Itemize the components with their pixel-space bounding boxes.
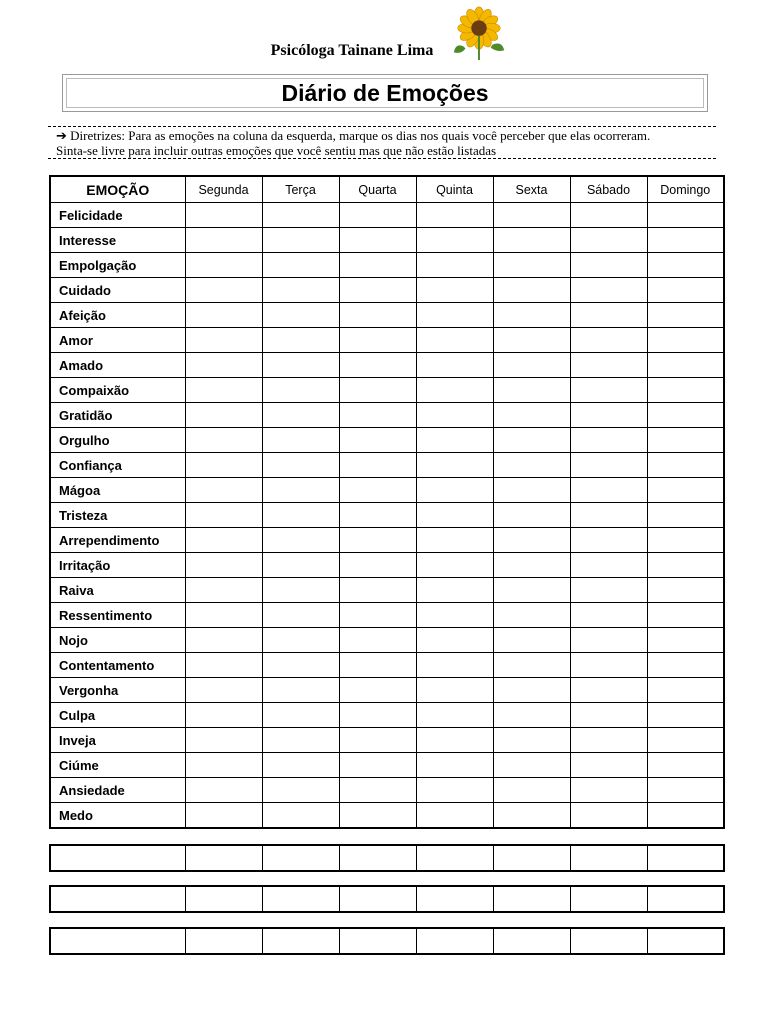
table-row [50,403,724,428]
day-cell[interactable] [262,353,339,378]
day-cell[interactable] [262,628,339,653]
day-cell[interactable] [647,528,724,553]
day-cell[interactable] [570,478,647,503]
instructions-line-1 [56,128,650,144]
day-cell[interactable] [262,653,339,678]
day-cell[interactable] [339,353,416,378]
day-cell[interactable] [493,603,570,628]
blank-row [50,928,724,954]
day-cell[interactable] [185,803,262,829]
day-cell[interactable] [262,553,339,578]
day-cell[interactable] [262,428,339,453]
emotion-label: Raiva [50,578,185,603]
day-cell[interactable] [570,778,647,803]
custom-emotion-cell[interactable] [50,886,185,912]
day-cell[interactable] [493,478,570,503]
day-cell[interactable] [185,553,262,578]
table-row [50,278,724,303]
day-cell[interactable] [416,303,493,328]
day-cell[interactable] [647,303,724,328]
emotion-label: Cuidado [50,278,185,303]
header-day: Quinta [416,176,493,203]
header-day: Quarta [339,176,416,203]
day-cell[interactable] [647,553,724,578]
day-cell[interactable] [185,328,262,353]
day-cell[interactable] [647,703,724,728]
day-cell[interactable] [185,278,262,303]
header-day: Sábado [570,176,647,203]
day-cell[interactable] [262,678,339,703]
day-cell[interactable] [339,428,416,453]
day-cell[interactable] [570,503,647,528]
day-cell[interactable] [185,678,262,703]
custom-emotion-cell[interactable] [50,845,185,871]
day-cell[interactable] [493,528,570,553]
day-cell[interactable] [339,803,416,829]
emotion-label: Orgulho [50,428,185,453]
emotion-label: Mágoa [50,478,185,503]
emotion-label: Culpa [50,703,185,728]
header-day: Segunda [185,176,262,203]
day-cell[interactable] [416,703,493,728]
day-cell[interactable] [647,778,724,803]
table-row [50,303,724,328]
day-cell[interactable] [416,628,493,653]
day-cell[interactable] [493,278,570,303]
day-cell[interactable] [416,353,493,378]
header-day: Terça [262,176,339,203]
day-cell[interactable] [647,803,724,829]
emotion-label: Nojo [50,628,185,653]
day-cell[interactable] [339,528,416,553]
emotion-label: Ressentimento [50,603,185,628]
day-cell[interactable] [570,578,647,603]
day-cell[interactable] [647,478,724,503]
day-cell[interactable] [647,678,724,703]
day-cell[interactable] [262,778,339,803]
table-row [50,228,724,253]
day-cell[interactable] [493,845,570,871]
emotion-label: Felicidade [50,203,185,228]
day-cell[interactable] [493,228,570,253]
emotion-label: Tristeza [50,503,185,528]
day-cell[interactable] [647,928,724,954]
day-cell[interactable] [185,403,262,428]
blank-row [50,845,724,871]
day-cell[interactable] [339,603,416,628]
day-cell[interactable] [647,503,724,528]
day-cell[interactable] [185,603,262,628]
day-cell[interactable] [262,328,339,353]
day-cell[interactable] [185,503,262,528]
emotion-label: Empolgação [50,253,185,278]
day-cell[interactable] [570,278,647,303]
day-cell[interactable] [647,403,724,428]
day-cell[interactable] [339,553,416,578]
day-cell[interactable] [570,428,647,453]
day-cell[interactable] [416,428,493,453]
day-cell[interactable] [339,628,416,653]
day-cell[interactable] [493,253,570,278]
day-cell[interactable] [262,503,339,528]
day-cell[interactable] [339,203,416,228]
day-cell[interactable] [570,928,647,954]
day-cell[interactable] [262,378,339,403]
day-cell[interactable] [185,453,262,478]
day-cell[interactable] [185,886,262,912]
day-cell[interactable] [570,753,647,778]
table-row [50,203,724,228]
day-cell[interactable] [262,478,339,503]
day-cell[interactable] [185,703,262,728]
day-cell[interactable] [647,603,724,628]
day-cell[interactable] [262,886,339,912]
header-day: Domingo [647,176,724,203]
day-cell[interactable] [262,203,339,228]
day-cell[interactable] [262,753,339,778]
day-cell[interactable] [185,353,262,378]
day-cell[interactable] [570,528,647,553]
day-cell[interactable] [185,478,262,503]
day-cell[interactable] [339,653,416,678]
day-cell[interactable] [647,653,724,678]
day-cell[interactable] [339,403,416,428]
table-row [50,578,724,603]
table-row [50,478,724,503]
day-cell[interactable] [570,845,647,871]
day-cell[interactable] [493,353,570,378]
day-cell[interactable] [262,728,339,753]
day-cell[interactable] [493,453,570,478]
table-row [50,353,724,378]
day-cell[interactable] [570,653,647,678]
day-cell[interactable] [647,845,724,871]
psychologist-name: Psicóloga Tainane Lima [270,42,434,59]
emotion-label: Contentamento [50,653,185,678]
day-cell[interactable] [262,278,339,303]
arrow-right-icon: ➔ [56,129,67,144]
table-row [50,553,724,578]
day-cell[interactable] [647,378,724,403]
table-row [50,678,724,703]
day-cell[interactable] [416,253,493,278]
extra-row-1 [49,844,725,872]
blank-row [50,886,724,912]
day-cell[interactable] [493,778,570,803]
emotion-label: Irritação [50,553,185,578]
day-cell[interactable] [647,253,724,278]
emotion-label: Compaixão [50,378,185,403]
day-cell[interactable] [647,453,724,478]
day-cell[interactable] [416,778,493,803]
page-title: Diário de Emoções [281,80,489,106]
day-cell[interactable] [493,328,570,353]
emotion-label: Gratidão [50,403,185,428]
day-cell[interactable] [493,428,570,453]
day-cell[interactable] [339,453,416,478]
day-cell[interactable] [647,328,724,353]
day-cell[interactable] [493,678,570,703]
day-cell[interactable] [416,278,493,303]
day-cell[interactable] [416,328,493,353]
day-cell[interactable] [262,303,339,328]
day-cell[interactable] [416,753,493,778]
emotion-label: Ciúme [50,753,185,778]
day-cell[interactable] [570,553,647,578]
day-cell[interactable] [416,403,493,428]
day-cell[interactable] [647,886,724,912]
table-row [50,503,724,528]
day-cell[interactable] [262,603,339,628]
day-cell[interactable] [185,203,262,228]
day-cell[interactable] [339,753,416,778]
extra-row-3 [49,927,725,955]
day-cell[interactable] [416,553,493,578]
day-cell[interactable] [570,228,647,253]
day-cell[interactable] [493,728,570,753]
title-box [62,74,708,112]
day-cell[interactable] [185,578,262,603]
day-cell[interactable] [339,378,416,403]
day-cell[interactable] [570,403,647,428]
emotion-label: Amor [50,328,185,353]
table-row [50,778,724,803]
custom-emotion-cell[interactable] [50,928,185,954]
day-cell[interactable] [493,303,570,328]
day-cell[interactable] [570,703,647,728]
day-cell[interactable] [647,628,724,653]
day-cell[interactable] [647,728,724,753]
day-cell[interactable] [185,303,262,328]
day-cell[interactable] [570,678,647,703]
table-row [50,253,724,278]
day-cell[interactable] [262,703,339,728]
day-cell[interactable] [416,845,493,871]
table-row [50,753,724,778]
day-cell[interactable] [416,728,493,753]
day-cell[interactable] [493,553,570,578]
day-cell[interactable] [416,886,493,912]
day-cell[interactable] [185,528,262,553]
day-cell[interactable] [262,928,339,954]
day-cell[interactable] [185,778,262,803]
day-cell[interactable] [570,603,647,628]
header-day: Sexta [493,176,570,203]
day-cell[interactable] [493,378,570,403]
emotion-label: Interesse [50,228,185,253]
day-cell[interactable] [493,203,570,228]
day-cell[interactable] [647,753,724,778]
day-cell[interactable] [493,503,570,528]
day-cell[interactable] [570,628,647,653]
day-cell[interactable] [493,753,570,778]
day-cell[interactable] [416,378,493,403]
table-row [50,453,724,478]
day-cell[interactable] [339,303,416,328]
table-row [50,328,724,353]
day-cell[interactable] [262,803,339,829]
day-cell[interactable] [339,328,416,353]
table-row [50,528,724,553]
day-cell[interactable] [493,653,570,678]
day-cell[interactable] [185,845,262,871]
day-cell[interactable] [185,253,262,278]
day-cell[interactable] [339,778,416,803]
emotion-label: Afeição [50,303,185,328]
day-cell[interactable] [570,453,647,478]
divider-top [48,126,716,127]
day-cell[interactable] [570,203,647,228]
day-cell[interactable] [493,703,570,728]
day-cell[interactable] [262,253,339,278]
day-cell[interactable] [339,228,416,253]
day-cell[interactable] [416,503,493,528]
day-cell[interactable] [570,253,647,278]
day-cell[interactable] [647,203,724,228]
day-cell[interactable] [262,528,339,553]
day-cell[interactable] [416,928,493,954]
day-cell[interactable] [339,678,416,703]
day-cell[interactable] [570,303,647,328]
day-cell[interactable] [493,578,570,603]
day-cell[interactable] [339,253,416,278]
day-cell[interactable] [493,628,570,653]
day-cell[interactable] [416,478,493,503]
day-cell[interactable] [339,478,416,503]
emotion-label: Medo [50,803,185,829]
day-cell[interactable] [262,578,339,603]
table-row [50,653,724,678]
emotions-table [49,175,725,829]
day-cell[interactable] [416,678,493,703]
day-cell[interactable] [262,453,339,478]
emotion-label: Ansiedade [50,778,185,803]
emotion-label: Arrependimento [50,528,185,553]
day-cell[interactable] [416,603,493,628]
day-cell[interactable] [416,653,493,678]
day-cell[interactable] [185,628,262,653]
day-cell[interactable] [339,703,416,728]
day-cell[interactable] [262,228,339,253]
table-row [50,628,724,653]
day-cell[interactable] [570,353,647,378]
day-cell[interactable] [185,653,262,678]
day-cell[interactable] [493,403,570,428]
day-cell[interactable] [185,728,262,753]
table-row [50,378,724,403]
day-cell[interactable] [262,845,339,871]
day-cell[interactable] [416,228,493,253]
instructions-text-1: Diretrizes: Para as emoções na coluna da esquerda, marque os dias nos quais você perceber que elas ocorreram. [70,128,651,143]
header-emotion: EMOÇÃO [50,176,185,203]
day-cell[interactable] [339,886,416,912]
day-cell[interactable] [570,378,647,403]
day-cell[interactable] [339,278,416,303]
table-row [50,803,724,829]
day-cell[interactable] [493,886,570,912]
day-cell[interactable] [339,578,416,603]
day-cell[interactable] [647,578,724,603]
day-cell[interactable] [339,503,416,528]
day-cell[interactable] [647,353,724,378]
day-cell[interactable] [185,928,262,954]
day-cell[interactable] [570,886,647,912]
day-cell[interactable] [185,228,262,253]
emotion-label: Vergonha [50,678,185,703]
day-cell[interactable] [339,928,416,954]
day-cell[interactable] [570,328,647,353]
divider-bottom [48,158,716,159]
day-cell[interactable] [185,378,262,403]
day-cell[interactable] [416,453,493,478]
emotion-label: Amado [50,353,185,378]
table-row [50,428,724,453]
day-cell[interactable] [185,428,262,453]
day-cell[interactable] [416,203,493,228]
day-cell[interactable] [570,803,647,829]
day-cell[interactable] [647,428,724,453]
table-row [50,703,724,728]
sunflower-icon [450,4,508,62]
day-cell[interactable] [185,753,262,778]
day-cell[interactable] [416,803,493,829]
emotion-label: Inveja [50,728,185,753]
day-cell[interactable] [647,278,724,303]
day-cell[interactable] [262,403,339,428]
day-cell[interactable] [339,728,416,753]
day-cell[interactable] [416,528,493,553]
day-cell[interactable] [493,803,570,829]
table-row [50,603,724,628]
day-cell[interactable] [416,578,493,603]
day-cell[interactable] [647,228,724,253]
day-cell[interactable] [339,845,416,871]
day-cell[interactable] [570,728,647,753]
instructions-line-2: Sinta-se livre para incluir outras emoções que você sentiu mas que não estão listadas [56,143,497,158]
extra-row-2 [49,885,725,913]
table-row [50,728,724,753]
emotion-label: Confiança [50,453,185,478]
day-cell[interactable] [493,928,570,954]
